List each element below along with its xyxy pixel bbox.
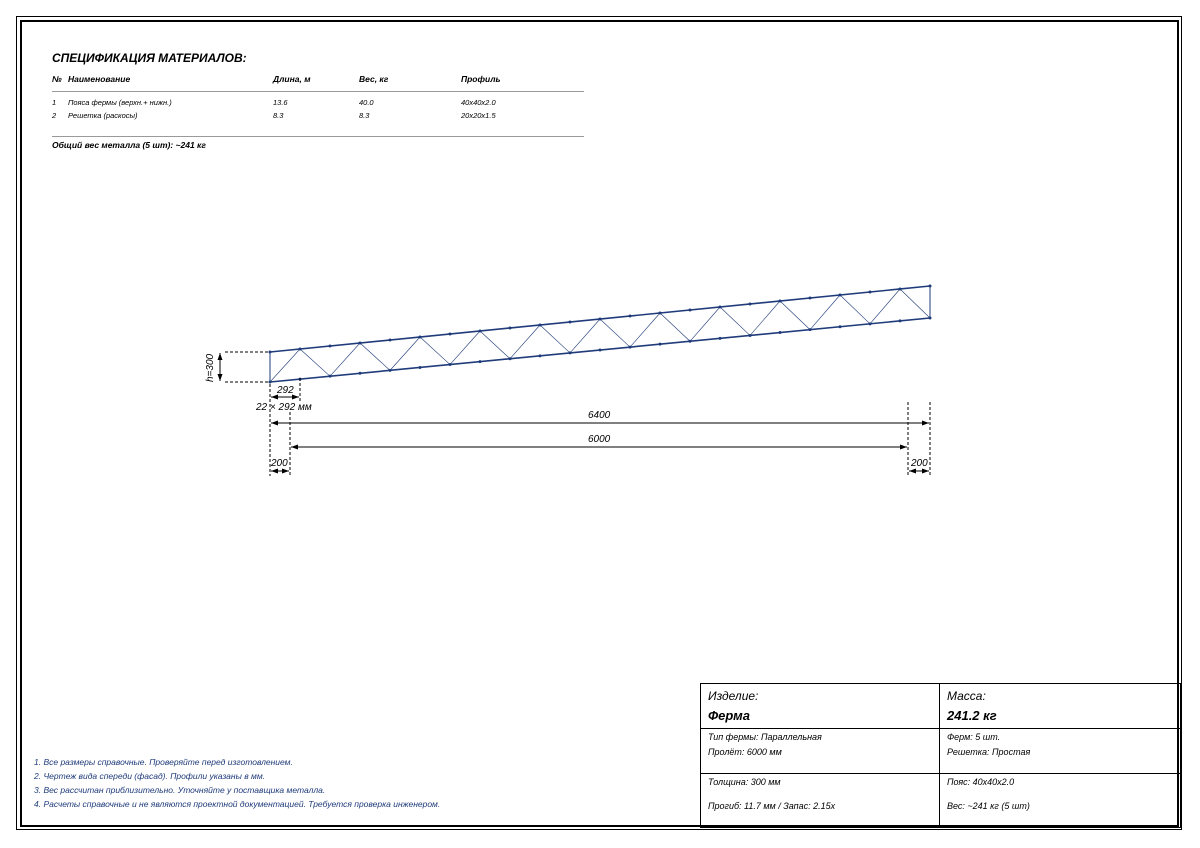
web-diagonal — [690, 307, 720, 341]
dimension-arrow — [218, 353, 223, 360]
note-item: 2. Чертеж вида спереди (фасад). Профили указаны в мм. — [34, 771, 266, 781]
truss-elevation — [269, 285, 932, 384]
product-label: Изделие: — [708, 689, 759, 703]
deflection-info: Прогиб: 11.7 мм / Запас: 2.15x — [708, 801, 836, 811]
spec-title: СПЕЦИФИКАЦИЯ МАТЕРИАЛОВ: — [52, 51, 247, 65]
dimension-arrow — [282, 469, 289, 474]
title-block-divider — [701, 728, 1180, 729]
truss-node — [899, 319, 902, 322]
truss-node — [839, 294, 842, 297]
spec-cell: 1 — [52, 98, 57, 107]
web-diagonal — [600, 319, 630, 347]
web-diagonal — [900, 289, 930, 318]
truss-count: Ферм: 5 шт. — [947, 732, 1001, 742]
dimension-lines — [218, 352, 931, 476]
spec-total: Общий вес металла (5 шт): ~241 кг — [52, 140, 206, 150]
panel-dimension-label: 292 — [277, 385, 294, 396]
truss-thickness: Толщина: 300 мм — [708, 777, 781, 787]
overall-length-label: 6400 — [588, 410, 611, 421]
truss-node — [539, 354, 542, 357]
dimension-arrow — [922, 421, 929, 426]
web-diagonal — [750, 301, 780, 335]
truss-node — [689, 309, 692, 312]
web-diagonal — [660, 313, 690, 341]
right-support-label: 200 — [911, 458, 928, 469]
product-value: Ферма — [708, 708, 750, 723]
mass-label: Масса: — [947, 689, 986, 703]
note-item: 1. Все размеры справочные. Проверяйте перед изготовлением. — [34, 757, 293, 767]
chord-profile: Пояс: 40х40х2.0 — [947, 777, 1015, 787]
dimension-arrow — [909, 469, 916, 474]
web-diagonal — [330, 343, 360, 376]
web-diagonal — [540, 325, 570, 353]
truss-node — [719, 306, 722, 309]
truss-node — [569, 321, 572, 324]
truss-node — [749, 303, 752, 306]
truss-node — [329, 345, 332, 348]
truss-node — [299, 348, 302, 351]
truss-node — [599, 318, 602, 321]
note-item: 3. Вес рассчитан приблизительно. Уточняйте у поставщика металла. — [34, 785, 326, 795]
truss-node — [929, 317, 932, 320]
web-diagonal — [810, 295, 840, 330]
truss-node — [329, 375, 332, 378]
truss-node — [269, 351, 272, 354]
title-block-divider — [939, 684, 940, 827]
total-weight: Вес: ~241 кг (5 шт) — [947, 801, 1030, 811]
truss-node — [509, 327, 512, 330]
web-diagonal — [870, 289, 900, 324]
truss-node — [449, 363, 452, 366]
spec-header-profile: Профиль — [461, 74, 501, 84]
lattice-type: Решетка: Простая — [947, 747, 1031, 757]
truss-node — [929, 285, 932, 288]
web-diagonal — [360, 343, 390, 370]
truss-node — [479, 330, 482, 333]
spec-header-weight: Вес, кг — [359, 74, 389, 84]
truss-node — [629, 315, 632, 318]
truss-node — [419, 366, 422, 369]
mass-value: 241.2 кг — [947, 708, 997, 723]
truss-node — [569, 351, 572, 354]
truss-node — [659, 312, 662, 315]
spec-cell: 20х20х1.5 — [461, 111, 496, 120]
truss-node — [719, 337, 722, 340]
truss-node — [779, 331, 782, 334]
height-dimension-label: h=300 — [205, 353, 216, 382]
spec-cell: 40х40х2.0 — [461, 98, 496, 107]
web-diagonal — [270, 349, 300, 382]
truss-node — [779, 300, 782, 303]
truss-node — [839, 325, 842, 328]
dimension-arrow — [271, 421, 278, 426]
web-diagonal — [450, 331, 480, 365]
truss-node — [389, 369, 392, 372]
web-diagonal — [570, 319, 600, 353]
truss-node — [659, 343, 662, 346]
note-item: 4. Расчеты справочные и не являются проектной документацией. Требуется проверка инженером. — [34, 799, 441, 809]
truss-type: Тип фермы: Параллельная — [708, 732, 822, 742]
general-notes — [34, 755, 440, 811]
spec-cell: 13.6 — [273, 98, 288, 107]
truss-node — [629, 346, 632, 349]
spec-cell: 2 — [52, 111, 57, 120]
truss-node — [899, 288, 902, 291]
truss-node — [599, 349, 602, 352]
truss-node — [809, 297, 812, 300]
panel-count-note: 22 × 292 мм — [256, 402, 312, 413]
spec-cell: Решетка (раскосы) — [68, 111, 138, 120]
web-diagonal — [720, 307, 750, 335]
truss-node — [869, 322, 872, 325]
spec-header-name: Наименование — [68, 74, 131, 84]
web-diagonal — [840, 295, 870, 324]
dimension-arrow — [922, 469, 929, 474]
title-block — [700, 683, 1181, 828]
spec-cell: 8.3 — [273, 111, 284, 120]
dimension-arrow — [218, 374, 223, 381]
truss-node — [539, 324, 542, 327]
truss-node — [449, 333, 452, 336]
spec-cell: 8.3 — [359, 111, 370, 120]
web-diagonal — [390, 337, 420, 370]
left-support-label: 200 — [271, 458, 288, 469]
dimension-arrow — [271, 469, 278, 474]
spec-cell: Пояса фермы (верхн.+ нижн.) — [68, 98, 172, 107]
spec-cell: 40.0 — [359, 98, 374, 107]
truss-node — [689, 340, 692, 343]
spec-header-length: Длина, м — [273, 74, 311, 84]
title-block-divider — [701, 773, 1180, 774]
truss-node — [359, 342, 362, 345]
web-diagonal — [300, 349, 330, 376]
span-length-label: 6000 — [588, 434, 611, 445]
web-diagonal — [480, 331, 510, 359]
truss-node — [749, 334, 752, 337]
dimension-arrow — [291, 445, 298, 450]
truss-node — [419, 336, 422, 339]
truss-node — [389, 339, 392, 342]
truss-node — [809, 328, 812, 331]
web-diagonal — [420, 337, 450, 365]
web-diagonal — [780, 301, 810, 330]
web-diagonal — [510, 325, 540, 359]
dimension-arrow — [900, 445, 907, 450]
truss-node — [479, 360, 482, 363]
truss-node — [869, 291, 872, 294]
truss-node — [269, 381, 272, 384]
truss-node — [509, 357, 512, 360]
truss-node — [359, 372, 362, 375]
spec-header-no: № — [52, 74, 62, 84]
truss-span: Пролёт: 6000 мм — [708, 747, 782, 757]
web-diagonal — [630, 313, 660, 347]
